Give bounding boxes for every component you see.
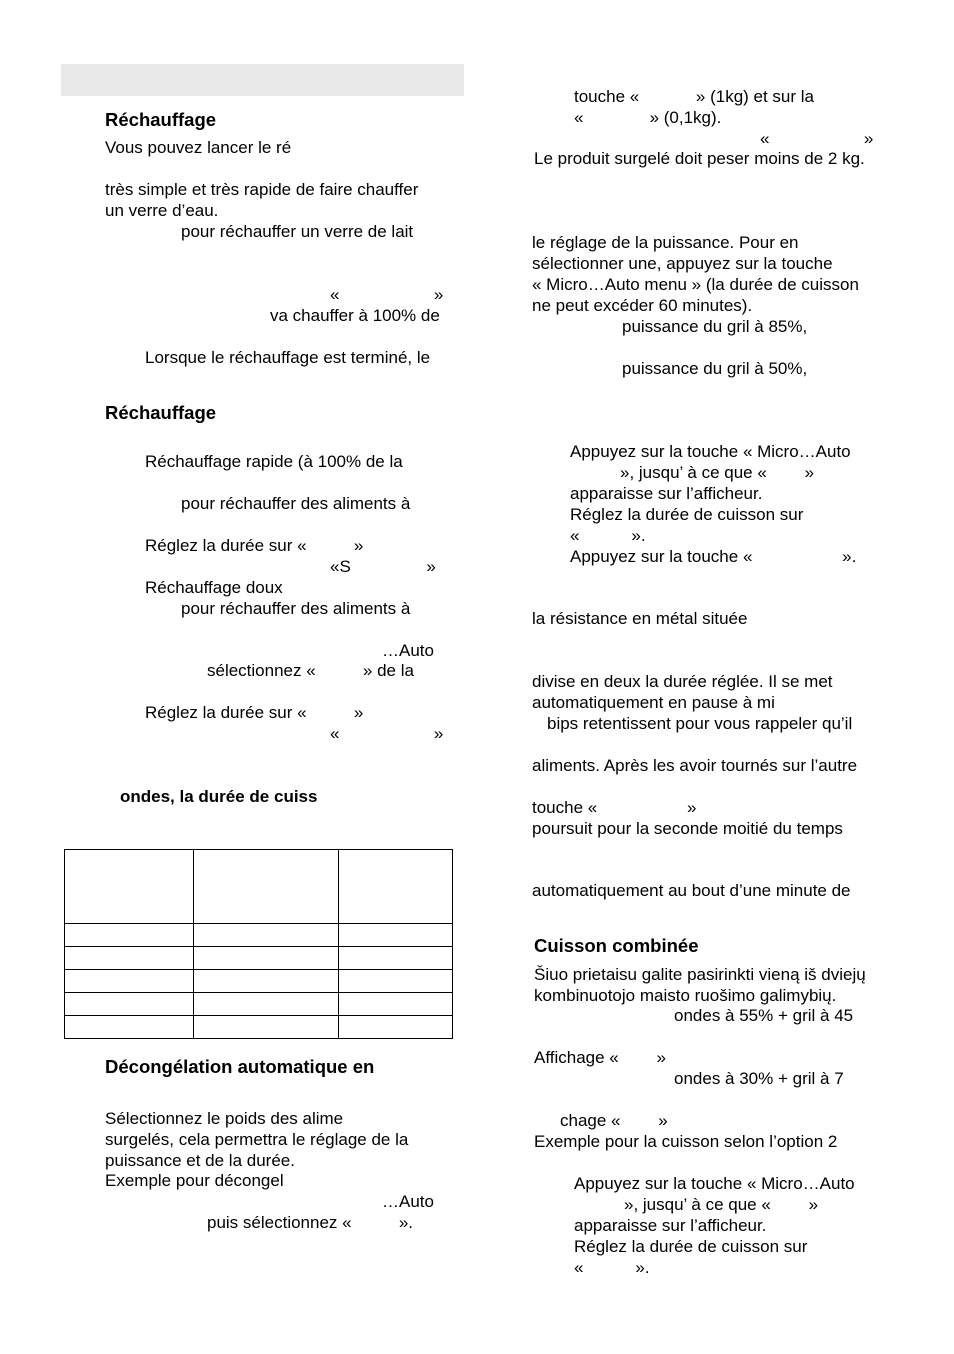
paragraph-line: sélectionner une, appuyez sur la touche xyxy=(532,254,833,273)
paragraph-line: Šiuo prietaisu galite pasirinkti vieną iš dviejų xyxy=(534,965,866,984)
paragraph-line: va chauffer à 100% de xyxy=(270,306,440,325)
paragraph-line: Le produit surgelé doit peser moins de 2 kg. xyxy=(534,149,865,168)
paragraph-line: puissance du gril à 50%, xyxy=(622,359,808,378)
table-cell xyxy=(65,993,194,1016)
paragraph-line: « » xyxy=(330,285,444,304)
paragraph-line: chage « » xyxy=(560,1111,668,1130)
paragraph-line: bips retentissent pour vous rappeler qu’il xyxy=(547,714,853,733)
table-row xyxy=(65,1016,453,1039)
table-row xyxy=(65,993,453,1016)
paragraph-line: «S » xyxy=(330,557,436,576)
paragraph-line: Réglez la durée sur « » xyxy=(145,536,364,555)
table-cell xyxy=(194,970,339,993)
paragraph-line: puissance et de la durée. xyxy=(105,1151,295,1170)
paragraph-line: Réchauffage doux xyxy=(145,578,283,597)
paragraph-line: automatiquement en pause à mi xyxy=(532,693,775,712)
paragraph-line: aliments. Après les avoir tournés sur l’autre xyxy=(532,756,858,775)
table-cell xyxy=(65,947,194,970)
paragraph-line: Vous pouvez lancer le ré xyxy=(105,138,292,157)
paragraph-line: sélectionnez « » de la xyxy=(207,661,414,680)
bold-note: ondes, la durée de cuiss xyxy=(120,787,318,806)
paragraph-line: ondes à 55% + gril à 45 xyxy=(674,1006,854,1025)
paragraph-line: « » xyxy=(760,129,874,148)
paragraph-line: le réglage de la puissance. Pour en xyxy=(532,233,799,252)
paragraph-line: Sélectionnez le poids des alime xyxy=(105,1109,344,1128)
heading-rechauffage-2: Réchauffage xyxy=(105,402,217,423)
paragraph-line: », jusqu’ à ce que « » xyxy=(620,463,815,482)
table-cell xyxy=(339,850,453,924)
paragraph-line: surgelés, cela permettra le réglage de la xyxy=(105,1130,409,1149)
paragraph-line: touche « » xyxy=(532,798,697,817)
table-cell xyxy=(339,993,453,1016)
paragraph-line: apparaisse sur l’afficheur. xyxy=(574,1216,767,1235)
paragraph-line: puis sélectionnez « ». xyxy=(207,1213,414,1232)
paragraph-line: automatiquement au bout d’une minute de xyxy=(532,881,851,900)
paragraph-line: « » xyxy=(330,724,444,743)
heading-rechauffage: Réchauffage xyxy=(105,109,217,130)
paragraph-line: un verre d’eau. xyxy=(105,201,219,220)
paragraph-line: très simple et très rapide de faire chauffer xyxy=(105,180,419,199)
paragraph-line: Réglez la durée sur « » xyxy=(145,703,364,722)
table-cell xyxy=(194,993,339,1016)
paragraph-line: …Auto xyxy=(382,1192,434,1211)
table-row xyxy=(65,947,453,970)
table-row xyxy=(65,924,453,947)
table-cell xyxy=(194,850,339,924)
table-header-row xyxy=(65,850,453,924)
paragraph-line: poursuit pour la seconde moitié du temps xyxy=(532,819,843,838)
paragraph-line: Appuyez sur la touche « Micro…Auto xyxy=(570,442,851,461)
section-header-bar xyxy=(61,64,464,96)
table-cell xyxy=(194,924,339,947)
paragraph-line: Affichage « » xyxy=(534,1048,666,1067)
table-cell xyxy=(65,1016,194,1039)
paragraph-line: « » (0,1kg). xyxy=(574,108,722,127)
paragraph-line: pour réchauffer des aliments à xyxy=(181,599,411,618)
table-cell xyxy=(65,970,194,993)
paragraph-line: « ». xyxy=(574,1258,650,1277)
paragraph-line: Exemple pour la cuisson selon l’option 2 xyxy=(534,1132,838,1151)
paragraph-line: ondes à 30% + gril à 7 xyxy=(674,1069,844,1088)
table-cell xyxy=(339,1016,453,1039)
paragraph-line: pour réchauffer des aliments à xyxy=(181,494,411,513)
paragraph-line: « Micro…Auto menu » (la durée de cuisson xyxy=(532,275,859,294)
paragraph-line: touche « » (1kg) et sur la xyxy=(574,87,815,106)
paragraph-line: Lorsque le réchauffage est terminé, le xyxy=(145,348,431,367)
table-cell xyxy=(65,850,194,924)
paragraph-line: Réglez la durée de cuisson sur xyxy=(574,1237,808,1256)
paragraph-line: Réglez la durée de cuisson sur xyxy=(570,505,804,524)
table-cell xyxy=(339,924,453,947)
heading-decongelation: Décongélation automatique en xyxy=(105,1056,375,1077)
table-cell xyxy=(339,970,453,993)
table-row xyxy=(65,970,453,993)
paragraph-line: puissance du gril à 85%, xyxy=(622,317,808,336)
paragraph-line: ne peut excéder 60 minutes). xyxy=(532,296,753,315)
table-cell xyxy=(339,947,453,970)
paragraph-line: pour réchauffer un verre de lait xyxy=(181,222,414,241)
paragraph-line: Appuyez sur la touche « Micro…Auto xyxy=(574,1174,855,1193)
paragraph-line: Exemple pour décongel xyxy=(105,1171,284,1190)
paragraph-line: apparaisse sur l’afficheur. xyxy=(570,484,763,503)
paragraph-line: …Auto xyxy=(382,641,434,660)
paragraph-line: la résistance en métal située xyxy=(532,609,748,628)
paragraph-line: divise en deux la durée réglée. Il se met xyxy=(532,672,833,691)
paragraph-line: Appuyez sur la touche « ». xyxy=(570,547,857,566)
paragraph-line: « ». xyxy=(570,526,646,545)
data-table xyxy=(64,849,453,1039)
paragraph-line: Réchauffage rapide (à 100% de la xyxy=(145,452,403,471)
paragraph-line: », jusqu’ à ce que « » xyxy=(624,1195,819,1214)
table-cell xyxy=(194,947,339,970)
heading-cuisson-combinee: Cuisson combinée xyxy=(534,935,699,956)
table-cell xyxy=(65,924,194,947)
paragraph-line: kombinuotojo maisto ruošimo galimybių. xyxy=(534,986,837,1005)
table-cell xyxy=(194,1016,339,1039)
